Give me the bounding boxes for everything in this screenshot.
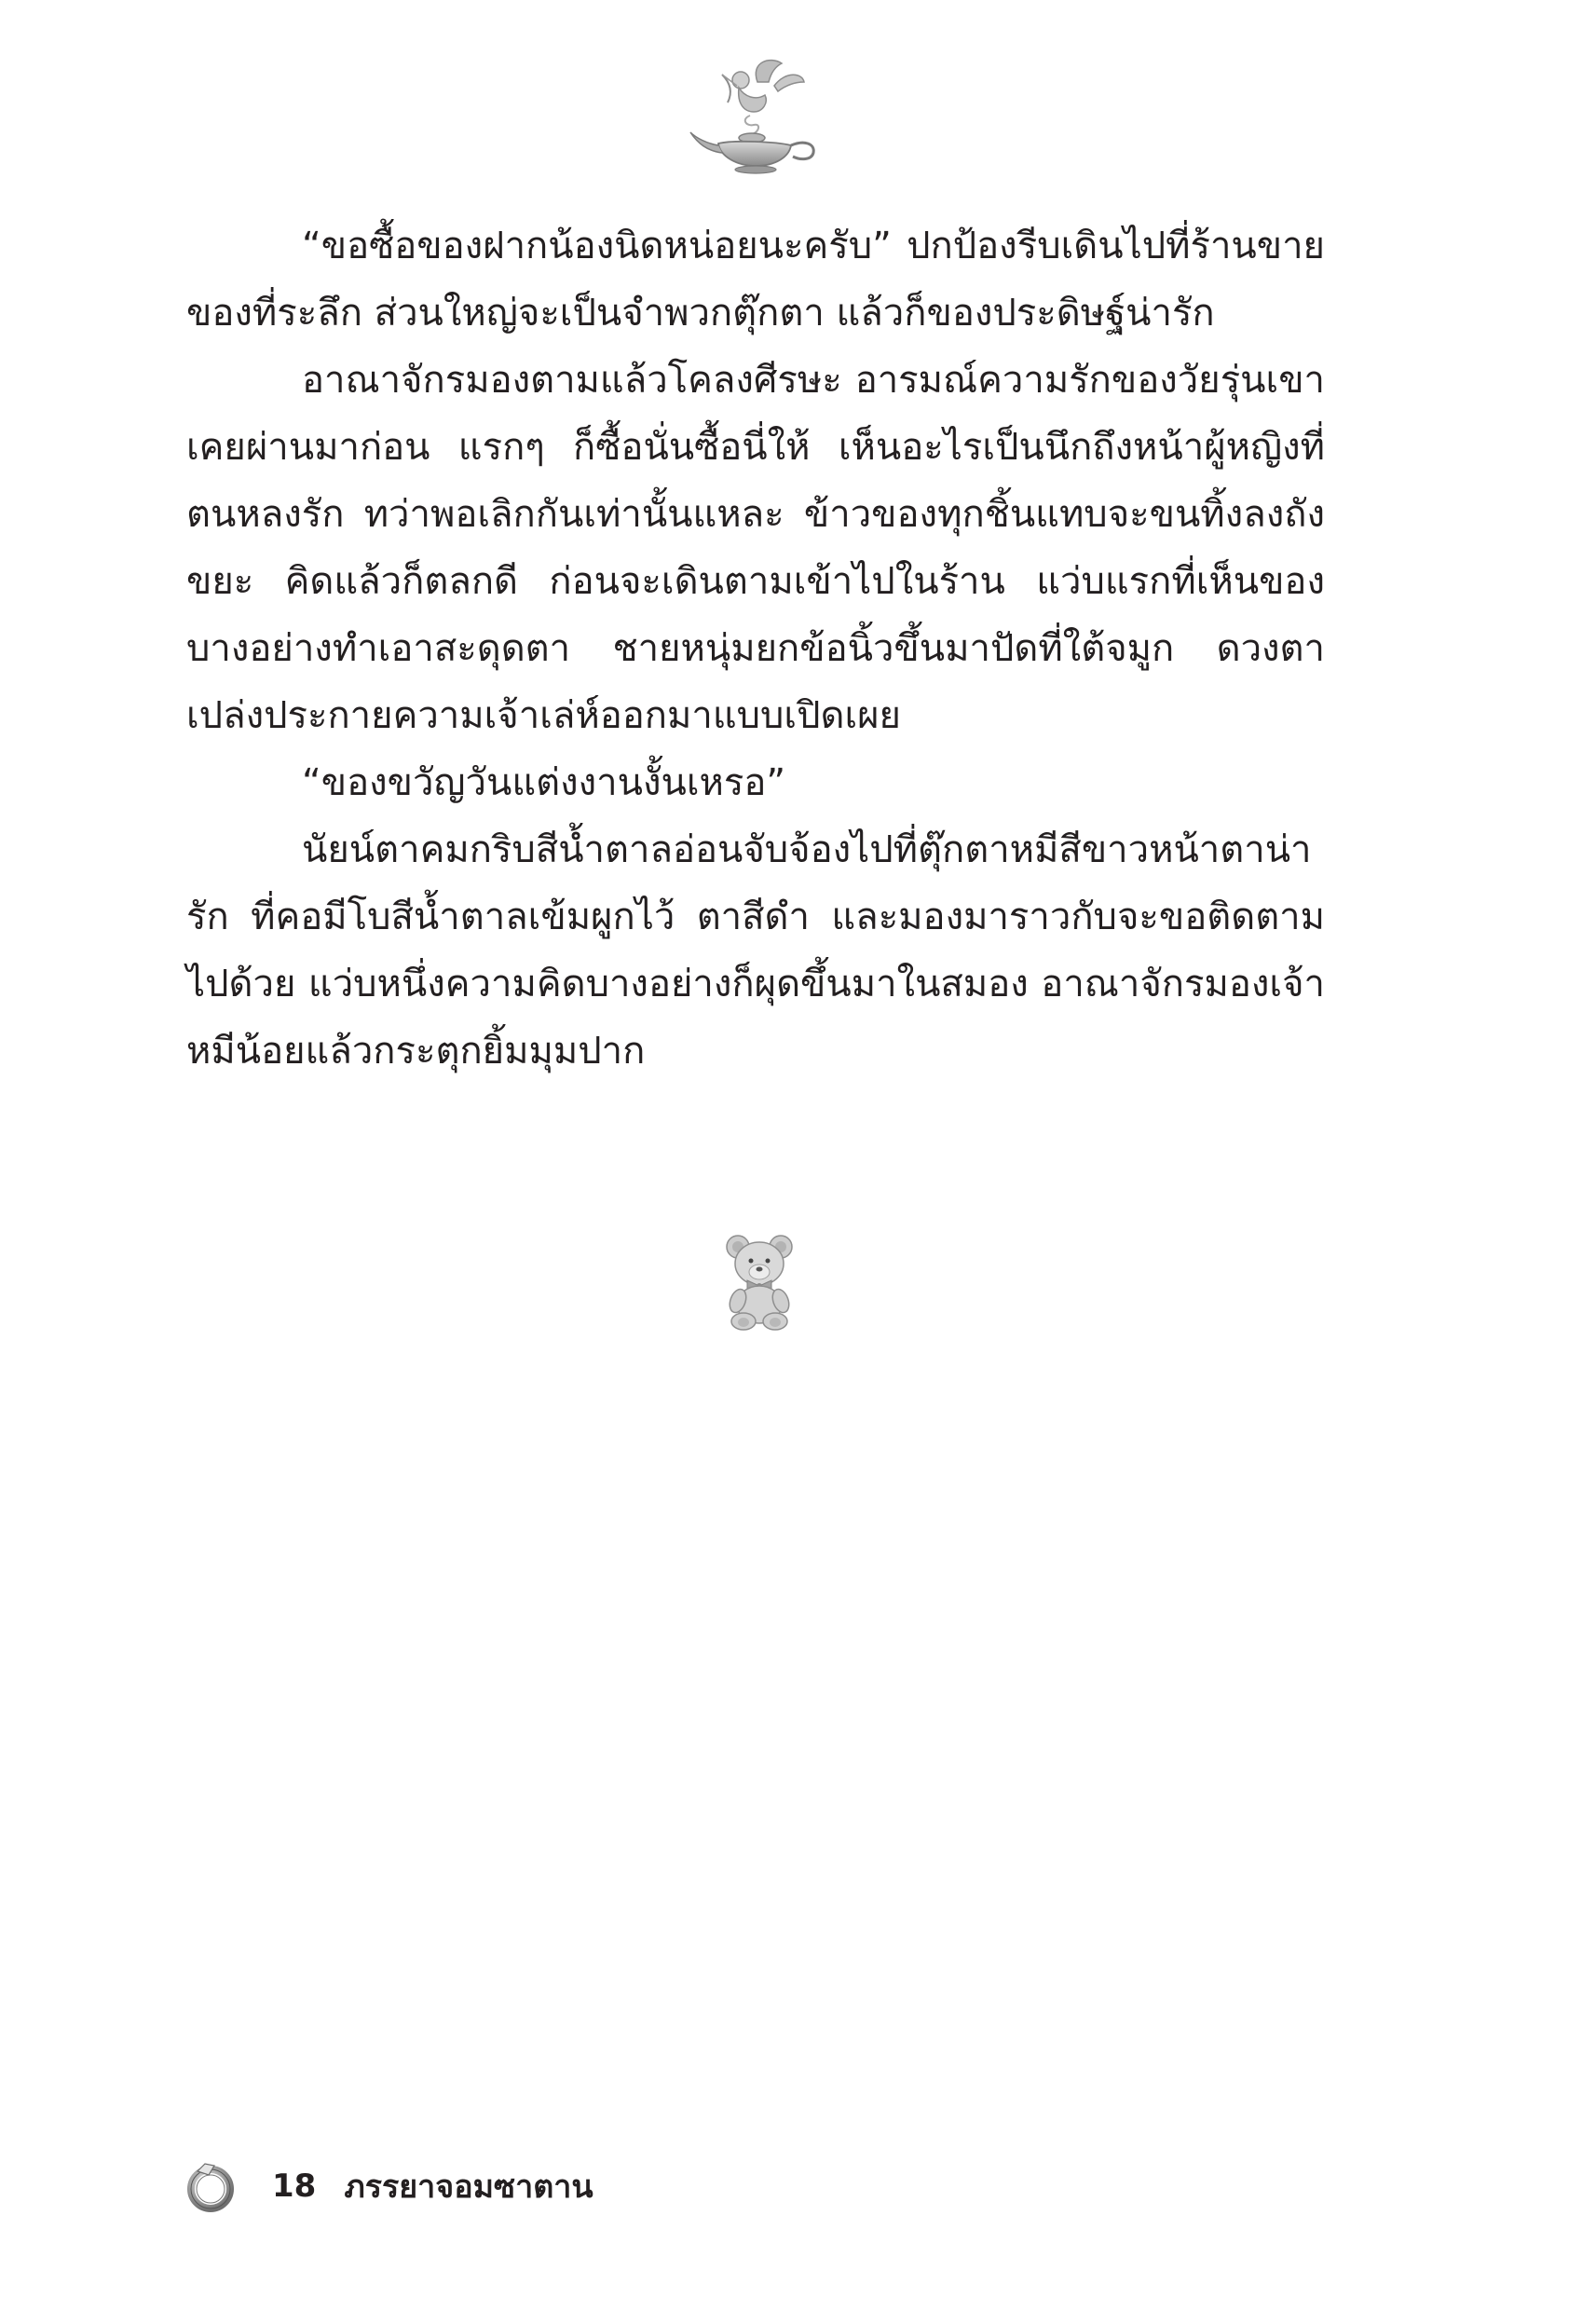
teddy-bear-icon xyxy=(717,1230,801,1333)
paragraph: “ขอซื้อของฝากน้องนิดหน่อยนะครับ” ปกป้องรีบเดินไปที่ร้านขายของที่ระลึก ส่วนใหญ่จะเป็นจำพวกตุ๊กตา แล้วก็ของประดิษฐ์น่ารัก xyxy=(186,225,1325,335)
ring-icon xyxy=(184,2160,237,2212)
paragraph: “ของขวัญวันแต่งงานงั้นเหรอ” xyxy=(302,761,786,804)
paragraph: อาณาจักรมองตามแล้วโคลงศีรษะ อารมณ์ความรักของวัยรุ่นเขาเคยผ่านมาก่อน แรกๆ ก็ซื้อนั่นซื้อนี่ให้ เห็นอะไรเป็นนึกถึงหน้าผู้หญิงที่ตนหลงรัก ทว่าพอเลิกกันเท่านั้นแหละ ข้าวของทุกชิ้นแทบจะขนทิ้งลงถังขยะ คิดแล้วก็ตลกดี ก่อนจะเดินตามเข้าไปในร้าน แว่บแรกที่เห็นของบางอย่างทำเอาสะดุดตา ชายหนุ่มยกข้อนิ้วขึ้นมาปัดที่ใต้จมูก ดวงตาเปล่งประกายความเจ้าเล่ห์ออกมาแบบเปิดเผย xyxy=(186,359,1325,737)
body-text xyxy=(186,212,1325,1085)
book-title: ภรรยาจอมซาตาน xyxy=(344,2168,593,2206)
paragraph: นัยน์ตาคมกริบสีน้ำตาลอ่อนจับจ้องไปที่ตุ๊กตาหมีสีขาวหน้าตาน่ารัก ที่คอมีโบสีน้ำตาลเข้มผูกไว้ ตาสีดำ และมองมาราวกับจะขอติดตามไปด้วย แว่บหนึ่งความคิดบางอย่างก็ผุดขึ้นมาในสมอง อาณาจักรมองเจ้าหมีน้อยแล้วกระตุกยิ้มมุมปาก xyxy=(186,828,1325,1073)
genie-lamp-icon xyxy=(685,54,825,175)
page-number: 18 xyxy=(272,2167,317,2205)
page-footer xyxy=(184,2160,593,2212)
